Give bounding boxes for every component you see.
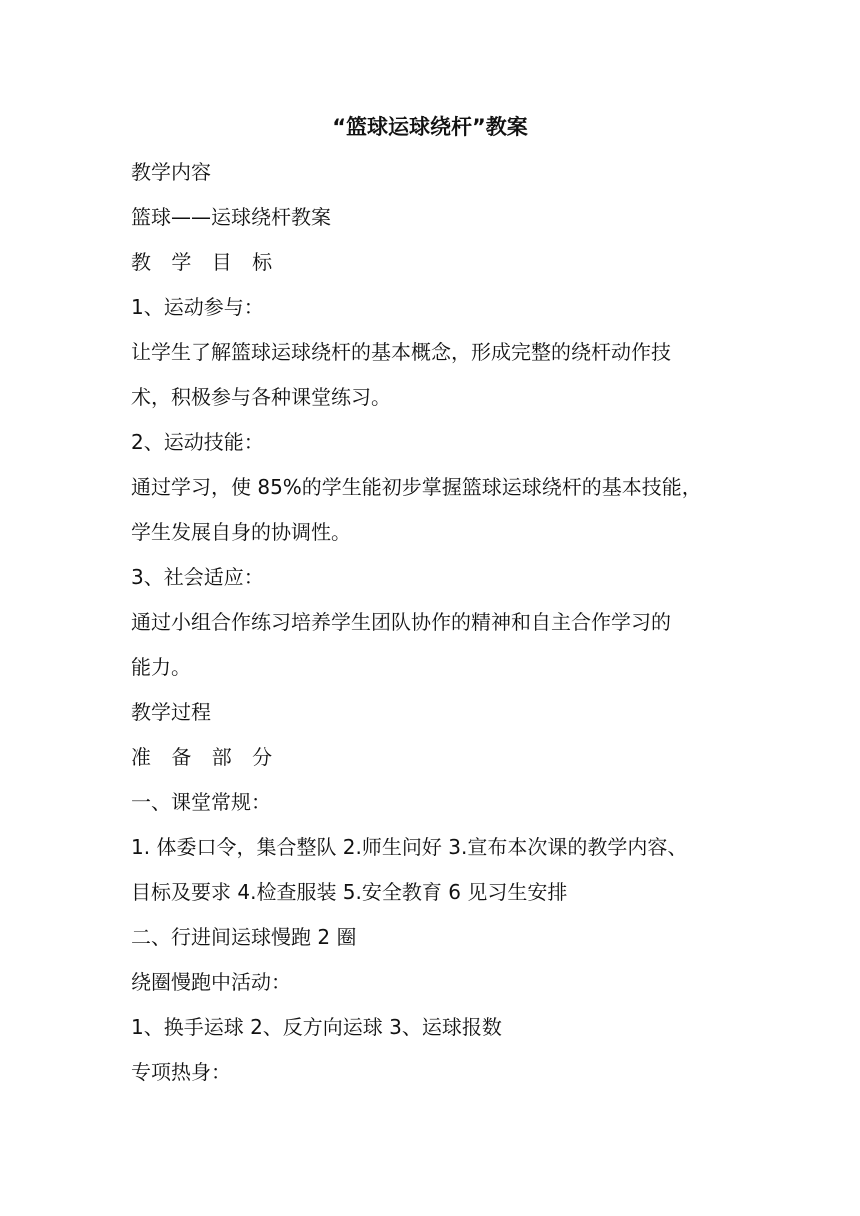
paragraph-line: 绕圈慢跑中活动： — [131, 970, 291, 994]
section-heading-teaching-process: 教学过程 — [131, 700, 211, 724]
paragraph-line: 能力。 — [131, 655, 191, 679]
paragraph-line: 让学生了解篮球运球绕杆的基本概念，形成完整的绕杆动作技 — [131, 340, 671, 364]
paragraph-lesson-topic: 篮球——运球绕杆教案 — [131, 205, 331, 229]
section-heading-teaching-content: 教学内容 — [131, 160, 211, 184]
paragraph-line: 1. 体委口令，集合整队 2.师生问好 3.宣布本次课的教学内容、 — [131, 835, 688, 859]
goal-heading-skills: 2、运动技能： — [131, 430, 264, 454]
document-title: “篮球运球绕杆”教案 — [332, 115, 528, 139]
goal-heading-participation: 1、运动参与： — [131, 295, 264, 319]
paragraph-line: 通过小组合作练习培养学生团队协作的精神和自主合作学习的 — [131, 610, 671, 634]
item-heading-class-routine: 一、课堂常规： — [131, 790, 271, 814]
paragraph-line: 目标及要求 4.检查服装 5.安全教育 6 见习生安排 — [131, 880, 568, 904]
paragraph-line: 学生发展自身的协调性。 — [131, 520, 351, 544]
paragraph-line: 术，积极参与各种课堂练习。 — [131, 385, 391, 409]
item-heading-warmup: 专项热身： — [131, 1060, 231, 1084]
section-heading-preparation: 准 备 部 分 — [131, 745, 280, 769]
section-heading-teaching-goals: 教 学 目 标 — [131, 250, 280, 274]
paragraph-line: 通过学习，使 85%的学生能初步掌握篮球运球绕杆的基本技能， — [131, 475, 702, 499]
paragraph-line: 1、换手运球 2、反方向运球 3、运球报数 — [131, 1015, 502, 1039]
goal-heading-social: 3、社会适应： — [131, 565, 264, 589]
item-heading-dribble-jog: 二、行进间运球慢跑 2 圈 — [131, 925, 357, 949]
